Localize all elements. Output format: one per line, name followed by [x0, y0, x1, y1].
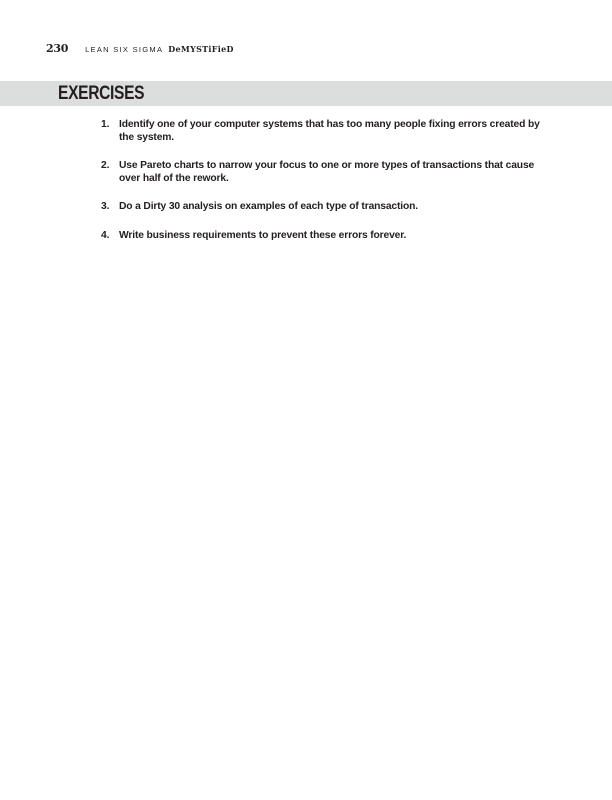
running-head	[46, 42, 234, 56]
exercise-item	[101, 160, 541, 185]
exercise-number: 3.	[101, 201, 110, 212]
exercise-item	[101, 201, 541, 214]
book-title: LEAN SIX SIGMA	[85, 45, 164, 54]
section-title: EXERCISES	[58, 83, 145, 104]
exercise-number: 1.	[101, 119, 110, 130]
exercise-number: 4.	[101, 229, 110, 241]
book-subtitle: DeMYSTiFieD	[168, 44, 234, 54]
exercise-list	[101, 119, 541, 258]
exercise-text: Do a Dirty 30 analysis on examples of each type of transaction.	[119, 201, 418, 212]
exercise-text: Use Pareto charts to narrow your focus to one or more types of transactions that cause over half of the rework.	[119, 160, 535, 184]
exercise-number: 2.	[101, 160, 110, 171]
exercise-text: Write business requirements to prevent these errors forever.	[119, 229, 407, 241]
exercise-item	[101, 119, 541, 144]
page-number: 230	[46, 42, 69, 55]
exercise-item	[101, 230, 541, 243]
exercise-text: Identify one of your computer systems that has too many people fixing errors created by the system.	[119, 119, 540, 143]
